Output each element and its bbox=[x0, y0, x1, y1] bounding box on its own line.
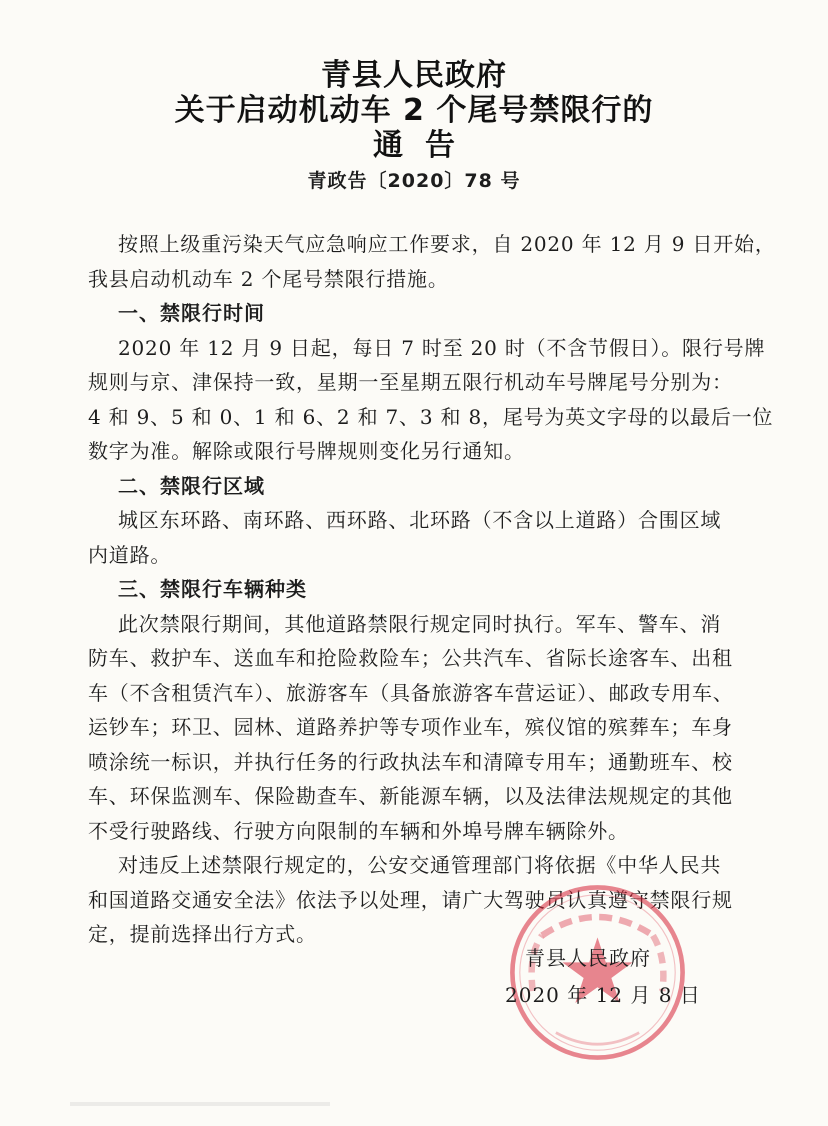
section-heading-area: 二、禁限行区域 bbox=[118, 473, 265, 498]
intro-line: 按照上级重污染天气应急响应工作要求，自 2020 年 12 月 9 日开始， bbox=[118, 232, 776, 256]
section-area-paragraph bbox=[88, 503, 748, 572]
scan-smudge bbox=[70, 1098, 330, 1110]
title-line-1: 青县人民政府 bbox=[321, 58, 507, 93]
title-line-3: 通告 bbox=[373, 128, 477, 163]
section-heading-time: 一、禁限行时间 bbox=[118, 301, 265, 325]
section-vehicles-line: 此次禁限行期间，其他道路禁限行规定同时执行。军车、警车、消 bbox=[118, 611, 722, 636]
closing-line: 定，提前选择出行方式。 bbox=[88, 922, 317, 946]
title-line-2: 关于启动机动车 2 个尾号禁限行的 bbox=[174, 93, 654, 128]
document-number: 青政告〔2020〕78 号 bbox=[307, 170, 521, 192]
section-area-line: 内道路。 bbox=[88, 542, 172, 567]
section-vehicles-line: 喷涂统一标识，并执行任务的行政执法车和清障专用车；通勤班车、校 bbox=[88, 749, 733, 774]
section-vehicles-line: 防车、救护车、送血车和抢险救险车；公共汽车、省际长途客车、出租 bbox=[88, 646, 733, 670]
signature-block bbox=[505, 940, 701, 1014]
document-title bbox=[0, 58, 828, 163]
section-time-line: 2020 年 12 月 9 日起，每日 7 时至 20 时（不含节假日）。限行号牌 bbox=[118, 335, 766, 360]
signature-organization: 青县人民政府 bbox=[525, 946, 651, 970]
section-area-line: 城区东环路、南环路、西环路、北环路（不含以上道路）合围区域 bbox=[118, 508, 722, 532]
section-time-line: 规则与京、津保持一致，星期一至星期五限行机动车号牌尾号分别为： bbox=[88, 370, 733, 394]
intro-paragraph bbox=[88, 227, 776, 296]
document-body bbox=[88, 227, 776, 952]
section-vehicles-paragraph bbox=[88, 607, 748, 849]
section-time-line: 4 和 9、5 和 0、1 和 6、2 和 7、3 和 8，尾号为英文字母的以最后一位 bbox=[88, 404, 774, 429]
section-heading-vehicles: 三、禁限行车辆种类 bbox=[118, 577, 307, 601]
section-time-paragraph bbox=[88, 331, 774, 469]
section-time-line: 数字为准。解除或限行号牌规则变化另行通知。 bbox=[88, 439, 525, 463]
intro-line: 我县启动机动车 2 个尾号禁限行措施。 bbox=[88, 266, 449, 291]
closing-line: 和国道路交通安全法》依法予以处理，请广大驾驶员认真遵守禁限行规 bbox=[88, 887, 733, 912]
section-vehicles-line: 不受行驶路线、行驶方向限制的车辆和外埠号牌车辆除外。 bbox=[88, 818, 629, 843]
signature-date: 2020 年 12 月 8 日 bbox=[505, 983, 701, 1007]
section-vehicles-line: 车（不含租赁汽车）、旅游客车（具备旅游客车营运证）、邮政专用车、 bbox=[88, 680, 734, 705]
section-vehicles-line: 车、环保监测车、保险勘查车、新能源车辆，以及法律法规规定的其他 bbox=[88, 784, 733, 808]
section-vehicles-line: 运钞车；环卫、园林、道路养护等专项作业车，殡仪馆的殡葬车；车身 bbox=[88, 715, 733, 739]
closing-line: 对违反上述禁限行规定的，公安交通管理部门将依据《中华人民共 bbox=[118, 853, 722, 877]
